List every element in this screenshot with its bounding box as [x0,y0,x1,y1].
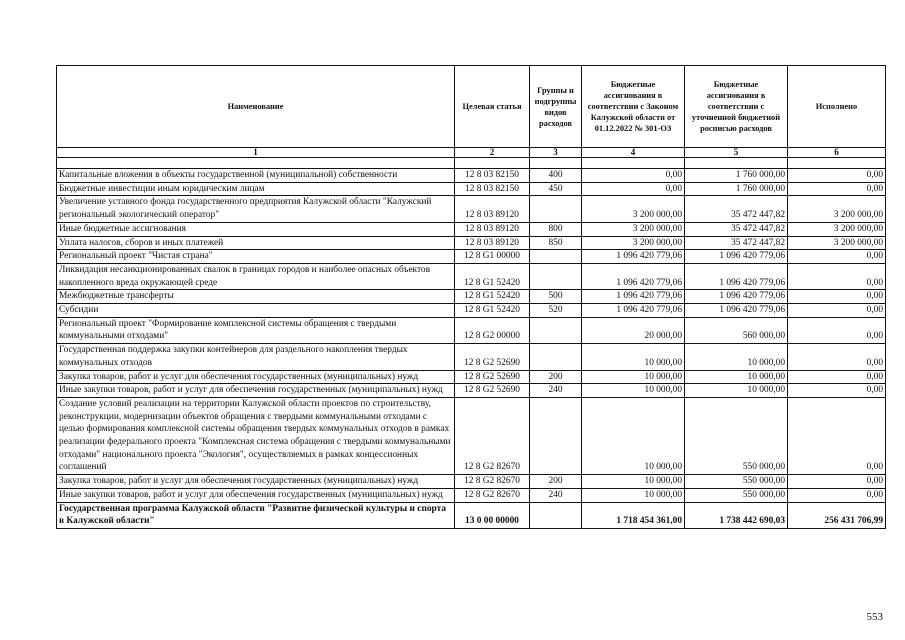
row-refined-amount: 1 096 420 779,06 [685,263,788,289]
row-executed-amount: 0,00 [788,384,886,398]
row-executed-amount: 0,00 [788,169,886,183]
row-name: Закупка товаров, работ и услуг для обеспечения государственных (муниципальных) нужд [57,475,455,489]
row-executed-amount: 0,00 [788,370,886,384]
header-groups: Группы и подгруппы видов расходов [530,66,582,148]
row-target-code: 12 8 03 82150 [455,169,530,183]
row-executed-amount: 0,00 [788,475,886,489]
row-executed-amount: 3 200 000,00 [788,236,886,250]
column-number: 2 [455,148,530,158]
row-name: Увеличение уставного фонда государственного предприятия Калужской области "Калужский региональный экологический оператор" [57,196,455,222]
table-row [57,250,886,264]
row-target-code: 12 8 G1 52420 [455,263,530,289]
row-name: Иные закупки товаров, работ и услуг для обеспечения государственных (муниципальных) нужд [57,384,455,398]
row-expense-kind: 520 [530,304,582,318]
table-row [57,182,886,196]
column-number: 1 [57,148,455,158]
header-name: Наименование [57,66,455,148]
row-expense-kind [530,344,582,370]
row-target-code: 12 8 G2 82670 [455,397,530,474]
table-row [57,290,886,304]
row-target-code: 12 8 G1 00000 [455,250,530,264]
row-executed-amount: 256 431 706,99 [788,502,886,528]
row-name: Региональный проект "Чистая страна" [57,250,455,264]
row-name: Ликвидация несанкционированных свалок в границах городов и наиболее опасных объектов накопленного вреда окружающей среде [57,263,455,289]
row-name: Региональный проект "Формирование комплексной системы обращения с твердыми коммунальными отходами" [57,317,455,343]
header-law: Бюджетные ассигнования в соответствии с Законом Калужской области от 01.12.2022 № 301-ОЗ [582,66,685,148]
row-expense-kind: 240 [530,488,582,502]
row-executed-amount: 0,00 [788,397,886,474]
table-row [57,344,886,370]
row-refined-amount: 1 760 000,00 [685,169,788,183]
row-expense-kind: 500 [530,290,582,304]
row-target-code: 12 8 03 89120 [455,222,530,236]
row-refined-amount: 1 096 420 779,06 [685,304,788,318]
row-law-amount: 1 096 420 779,06 [582,250,685,264]
column-number-row [57,148,886,158]
row-name: Государственная программа Калужской области "Развитие физической культуры и спорта в Калужской области" [57,502,455,528]
row-executed-amount: 0,00 [788,344,886,370]
row-name: Государственная поддержка закупки контейнеров для раздельного накопления твердых коммунальных отходов [57,344,455,370]
row-law-amount: 3 200 000,00 [582,196,685,222]
row-refined-amount: 560 000,00 [685,317,788,343]
row-refined-amount: 550 000,00 [685,475,788,489]
table-row [57,304,886,318]
row-name: Уплата налогов, сборов и иных платежей [57,236,455,250]
table-row [57,384,886,398]
row-expense-kind: 240 [530,384,582,398]
row-target-code: 12 8 G2 52690 [455,344,530,370]
row-target-code: 12 8 G2 52690 [455,384,530,398]
row-target-code: 12 8 G1 52420 [455,304,530,318]
row-expense-kind: 400 [530,169,582,183]
row-executed-amount: 3 200 000,00 [788,196,886,222]
row-executed-amount: 0,00 [788,488,886,502]
row-expense-kind [530,397,582,474]
row-refined-amount: 35 472 447,82 [685,196,788,222]
row-law-amount: 1 096 420 779,06 [582,263,685,289]
row-executed-amount: 3 200 000,00 [788,222,886,236]
row-refined-amount: 550 000,00 [685,397,788,474]
row-target-code: 12 8 03 82150 [455,182,530,196]
table-row [57,502,886,528]
row-refined-amount: 35 472 447,82 [685,222,788,236]
row-refined-amount: 550 000,00 [685,488,788,502]
row-law-amount: 1 718 454 361,00 [582,502,685,528]
row-refined-amount: 1 760 000,00 [685,182,788,196]
row-law-amount: 0,00 [582,169,685,183]
row-refined-amount: 1 096 420 779,06 [685,290,788,304]
row-target-code: 13 0 00 00000 [455,502,530,528]
row-expense-kind [530,196,582,222]
row-executed-amount: 0,00 [788,263,886,289]
table-row [57,222,886,236]
row-executed-amount: 0,00 [788,317,886,343]
row-law-amount: 10 000,00 [582,344,685,370]
row-expense-kind: 200 [530,370,582,384]
row-refined-amount: 10 000,00 [685,370,788,384]
row-refined-amount: 1 738 442 690,03 [685,502,788,528]
table-row [57,488,886,502]
table-row [57,196,886,222]
row-executed-amount: 0,00 [788,304,886,318]
row-refined-amount: 10 000,00 [685,384,788,398]
row-name: Иные бюджетные ассигнования [57,222,455,236]
table-row [57,475,886,489]
table-header-row [57,66,886,148]
column-number: 6 [788,148,886,158]
table-row [57,370,886,384]
row-name: Межбюджетные трансферты [57,290,455,304]
table-body [57,169,886,529]
row-law-amount: 10 000,00 [582,488,685,502]
row-law-amount: 1 096 420 779,06 [582,290,685,304]
row-target-code: 12 8 G2 00000 [455,317,530,343]
row-name: Субсидии [57,304,455,318]
row-executed-amount: 0,00 [788,250,886,264]
row-law-amount: 10 000,00 [582,475,685,489]
row-expense-kind: 800 [530,222,582,236]
row-law-amount: 1 096 420 779,06 [582,304,685,318]
row-target-code: 12 8 G2 82670 [455,475,530,489]
row-law-amount: 10 000,00 [582,384,685,398]
row-target-code: 12 8 03 89120 [455,196,530,222]
header-target: Целевая статья [455,66,530,148]
spacer-row [57,158,886,169]
table-row [57,169,886,183]
row-target-code: 12 8 03 89120 [455,236,530,250]
table-row [57,263,886,289]
row-target-code: 12 8 G2 52690 [455,370,530,384]
row-law-amount: 10 000,00 [582,397,685,474]
row-refined-amount: 10 000,00 [685,344,788,370]
table-row [57,317,886,343]
header-executed: Исполнено [788,66,886,148]
column-number: 4 [582,148,685,158]
column-number: 3 [530,148,582,158]
row-expense-kind: 200 [530,475,582,489]
row-target-code: 12 8 G1 52420 [455,290,530,304]
row-expense-kind [530,250,582,264]
row-refined-amount: 1 096 420 779,06 [685,250,788,264]
row-executed-amount: 0,00 [788,290,886,304]
row-expense-kind [530,317,582,343]
row-expense-kind: 450 [530,182,582,196]
header-refined: Бюджетные ассигнования в соответствии с уточненной бюджетной росписью расходов [685,66,788,148]
table-row [57,236,886,250]
row-name: Закупка товаров, работ и услуг для обеспечения государственных (муниципальных) нужд [57,370,455,384]
row-executed-amount: 0,00 [788,182,886,196]
row-expense-kind [530,502,582,528]
row-target-code: 12 8 G2 82670 [455,488,530,502]
row-name: Иные закупки товаров, работ и услуг для обеспечения государственных (муниципальных) нужд [57,488,455,502]
budget-table [56,65,886,529]
row-name: Бюджетные инвестиции иным юридическим лицам [57,182,455,196]
row-expense-kind: 850 [530,236,582,250]
row-law-amount: 0,00 [582,182,685,196]
row-law-amount: 10 000,00 [582,370,685,384]
table-row [57,397,886,474]
row-name: Создание условий реализации на территории Калужской области проектов по строительству, реконструкции, модернизации объектов обращения с твердыми коммунальными отходами с целью формирования комплексной системы обращения твердых коммунальных отходов в рамках реализации федерального проекта "Комплексная система обращения с твердыми коммунальными отходами" национального проекта "Экология", осуществляемых в рамках концессионных соглашений [57,397,455,474]
row-name: Капитальные вложения в объекты государственной (муниципальной) собственности [57,169,455,183]
row-law-amount: 3 200 000,00 [582,222,685,236]
column-number: 5 [685,148,788,158]
row-law-amount: 3 200 000,00 [582,236,685,250]
row-law-amount: 20 000,00 [582,317,685,343]
page-number: 553 [866,611,883,623]
row-refined-amount: 35 472 447,82 [685,236,788,250]
row-expense-kind [530,263,582,289]
